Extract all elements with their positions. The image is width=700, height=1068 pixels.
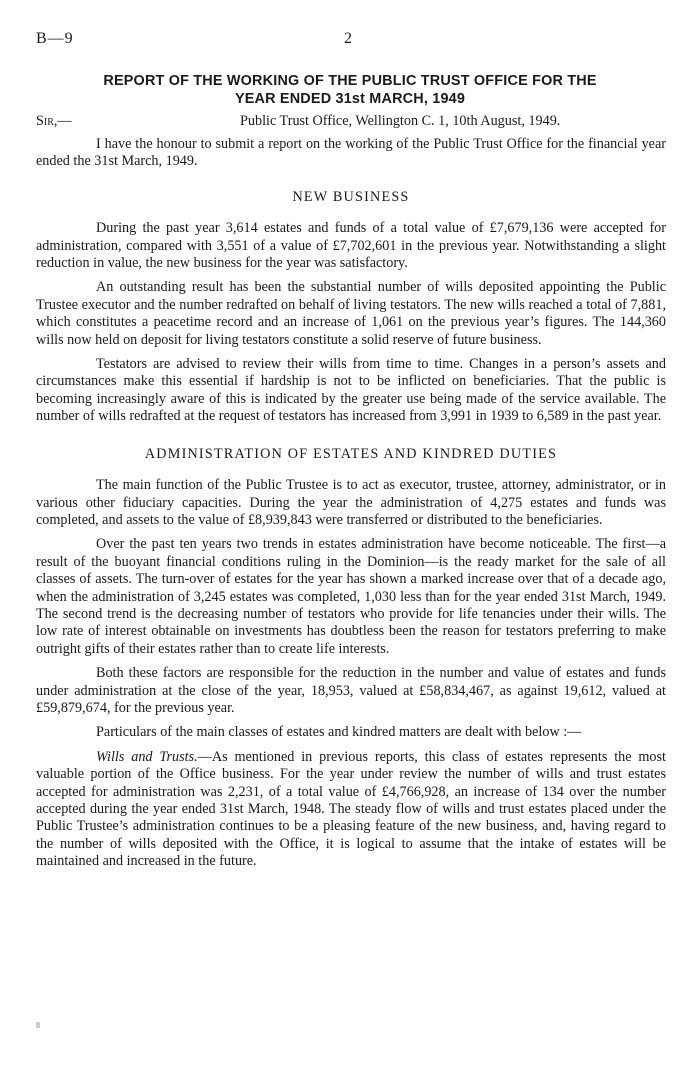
paragraph: During the past year 3,614 estates and funds of a total value of £7,679,136 were accepted for administration, compared with 3,551 of a value of £7,702,601 in the previous year. Notwithstanding a slight reduction in value, the new business for the year was satisfactory.: [36, 220, 666, 272]
salutation-row: [36, 113, 666, 133]
page-number: 2: [344, 30, 352, 47]
salutation: Sir,—: [36, 113, 72, 129]
section-heading-new-business: NEW BUSINESS: [292, 188, 410, 205]
paragraph: An outstanding result has been the substantial number of wills deposited appointing the Public Trustee executor and the number redrafted on behalf of living testators. The new wills reached a total of 7,881, which constitutes a peacetime record and an increase of 1,061 on the previous year’s figures. The 144,360 wills now held on deposit for living testators constitute a solid reserve of future business.: [36, 279, 666, 348]
paragraph: Over the past ten years two trends in estates administration have become noticeable. The first—a result of the buoyant financial conditions ruling in the Dominion—is the ready market for the sale of all classes of assets. The turn-over of estates for the year has shown a marked increase over that of a decade ago, when the administration of 3,245 estates was completed, 1,030 less than for the year ended 31st March, 1949. The second trend is the decreasing number of testators who provide for life tenancies under their wills. The low rate of interest obtainable on investments has doubtless been the reason for testators preferring to make outright gifts of their estates rather than to create life interests.: [36, 536, 666, 657]
intro-paragraph: I have the honour to submit a report on the working of the Public Trust Office for the financial year ended the 31st March, 1949.: [36, 136, 666, 170]
wills-and-trusts-paragraph: [36, 749, 666, 871]
paragraph: Particulars of the main classes of estates and kindred matters are dealt with below :—: [96, 724, 582, 741]
title-line-1: REPORT OF THE WORKING OF THE PUBLIC TRUST OFFICE FOR THE: [103, 73, 597, 89]
report-body: [36, 136, 666, 878]
wills-and-trusts-text: —As mentioned in previous reports, this class of estates represents the most valuable portion of the Office business. For the year under review the number of wills and trust estates accepted for administration was 2,231, of a total value of £4,766,928, an increase of 134 over the number accepted during the year ended 31st March, 1948. The steady flow of wills and trust estates placed under the Public Trustee’s administration continues to be a pleasing feature of the new business, and, having regard to the number of wills deposited with the Office, it is logical to assume that the intake of estates will be maintained and increased in the future.: [36, 748, 666, 870]
wills-and-trusts-label: Wills and Trusts.: [96, 748, 198, 765]
margin-mark: [36, 1022, 40, 1028]
paragraph: The main function of the Public Trustee is to act as executor, trustee, attorney, administrator, or in various other fiduciary capacities. During the year the administration of 4,275 estates and funds was completed, and assets to the value of £8,939,843 were transferred or distributed to the beneficiaries.: [36, 477, 666, 528]
title-line-2: YEAR ENDED 31st MARCH, 1949: [234, 91, 466, 107]
paragraph: Both these factors are responsible for the reduction in the number and value of estates and funds under administration at the close of the year, 18,953, valued at £58,834,467, as against 19,612, valued at £59,879,674, for the previous year.: [36, 665, 666, 716]
page-reference: B—9: [36, 30, 74, 47]
paragraph: Testators are advised to review their wills from time to time. Changes in a person’s assets and circumstances make this essential if hardship is not to be inflicted on beneficiaries. That the public is becoming increasingly aware of this is indicated by the greater use being made of the service available. The number of wills redrafted at the request of testators has increased from 3,991 in 1939 to 6,589 in the past year.: [36, 356, 666, 425]
section-heading-administration: ADMINISTRATION OF ESTATES AND KINDRED DUTIES: [144, 445, 558, 462]
report-title: [40, 72, 660, 108]
place-and-date: Public Trust Office, Wellington C. 1, 10th August, 1949.: [240, 113, 561, 129]
